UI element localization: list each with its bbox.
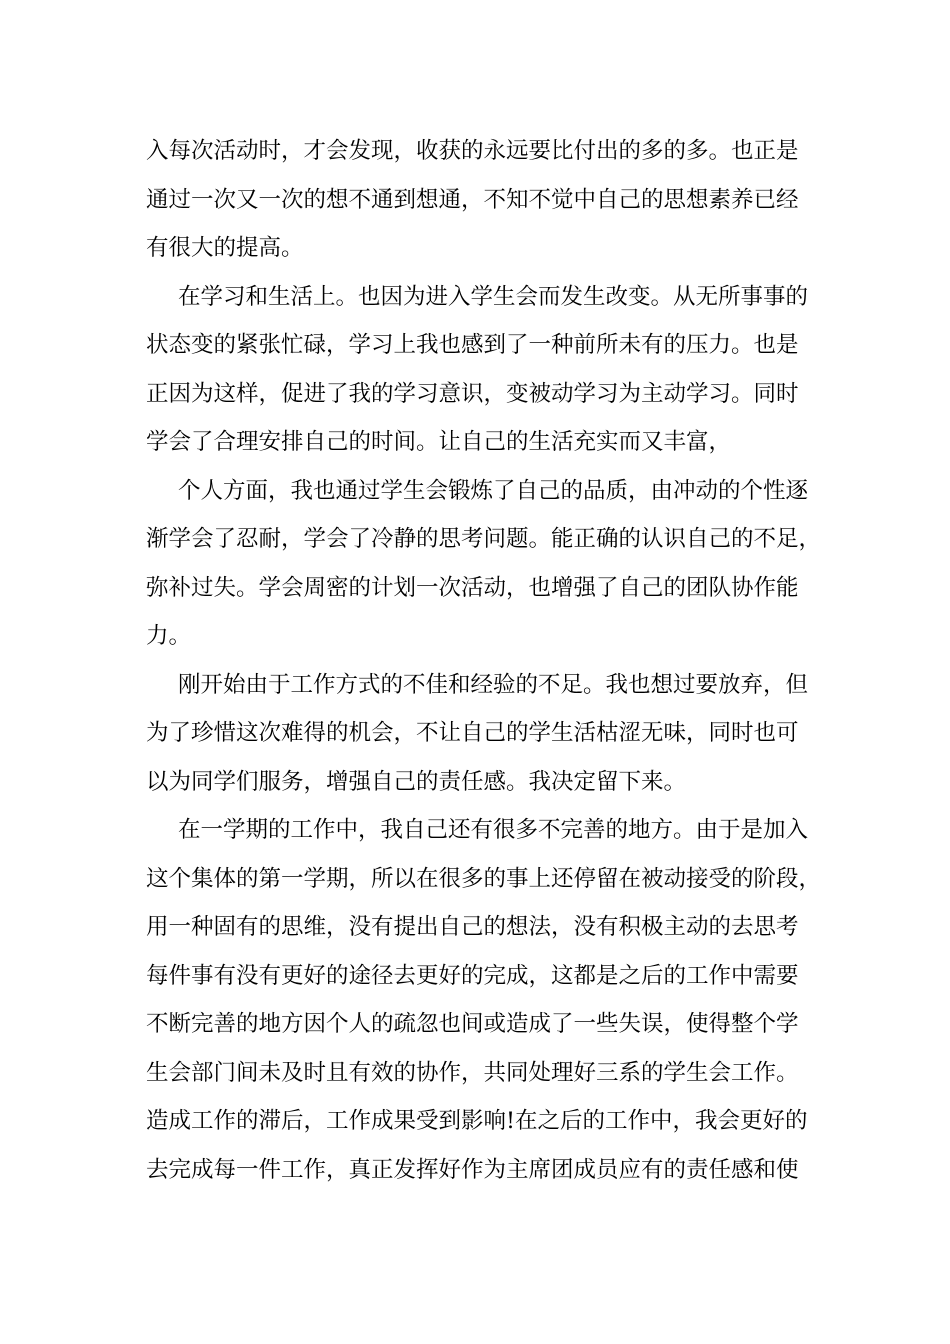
text-line: 为了珍惜这次难得的机会，不让自己的学生活枯涩无味，同时也可: [146, 720, 799, 746]
text-line: 正因为这样，促进了我的学习意识，变被动学习为主动学习。同时: [146, 380, 799, 407]
body-text: [146, 127, 836, 1194]
paragraph-start-line: 在一学期的工作中，我自己还有很多不完善的地方。由于是加入: [178, 817, 809, 843]
text-line: 弥补过失。学会周密的计划一次活动，也增强了自己的团队协作能: [146, 574, 799, 601]
text-line: 每件事有没有更好的途径去更好的完成，这都是之后的工作中需要: [146, 962, 799, 989]
paragraph-start-line: 个人方面，我也通过学生会锻炼了自己的品质，由冲动的个性逐: [178, 477, 809, 504]
text-line: 不断完善的地方因个人的疏忽也间或造成了一些失误，使得整个学: [146, 1011, 799, 1037]
paragraph-start-line: 刚开始由于工作方式的不佳和经验的不足。我也想过要放弃，但: [178, 671, 809, 698]
text-line: 渐学会了忍耐，学会了冷静的思考问题。能正确的认识自己的不足，: [146, 526, 822, 552]
paragraph-start-line: 在学习和生活上。也因为进入学生会而发生改变。从无所事事的: [178, 283, 809, 310]
text-line: 学会了合理安排自己的时间。让自己的生活充实而又丰富，: [146, 429, 732, 455]
text-line: 去完成每一件工作，真正发挥好作为主席团成员应有的责任感和使: [146, 1156, 799, 1183]
text-line: 这个集体的第一学期，所以在很多的事上还停留在被动接受的阶段，: [146, 865, 822, 892]
text-line: 力。: [146, 623, 192, 649]
text-line: 以为同学们服务，增强自己的责任感。我决定留下来。: [146, 768, 687, 795]
text-line: 入每次活动时，才会发现，收获的永远要比付出的多的多。也正是: [146, 138, 799, 164]
text-line: 造成工作的滞后，工作成果受到影响!在之后的工作中，我会更好的: [146, 1108, 808, 1134]
text-line: 状态变的紧张忙碌，学习上我也感到了一种前所未有的压力。也是: [146, 332, 799, 358]
text-line: 生会部门间未及时且有效的协作，共同处理好三系的学生会工作。: [146, 1059, 799, 1086]
text-line: 用一种固有的思维，没有提出自己的想法，没有积极主动的去思考: [146, 914, 799, 940]
text-line: 有很大的提高。: [146, 235, 304, 261]
text-line: 通过一次又一次的想不通到想通，不知不觉中自己的思想素养已经: [146, 186, 799, 213]
